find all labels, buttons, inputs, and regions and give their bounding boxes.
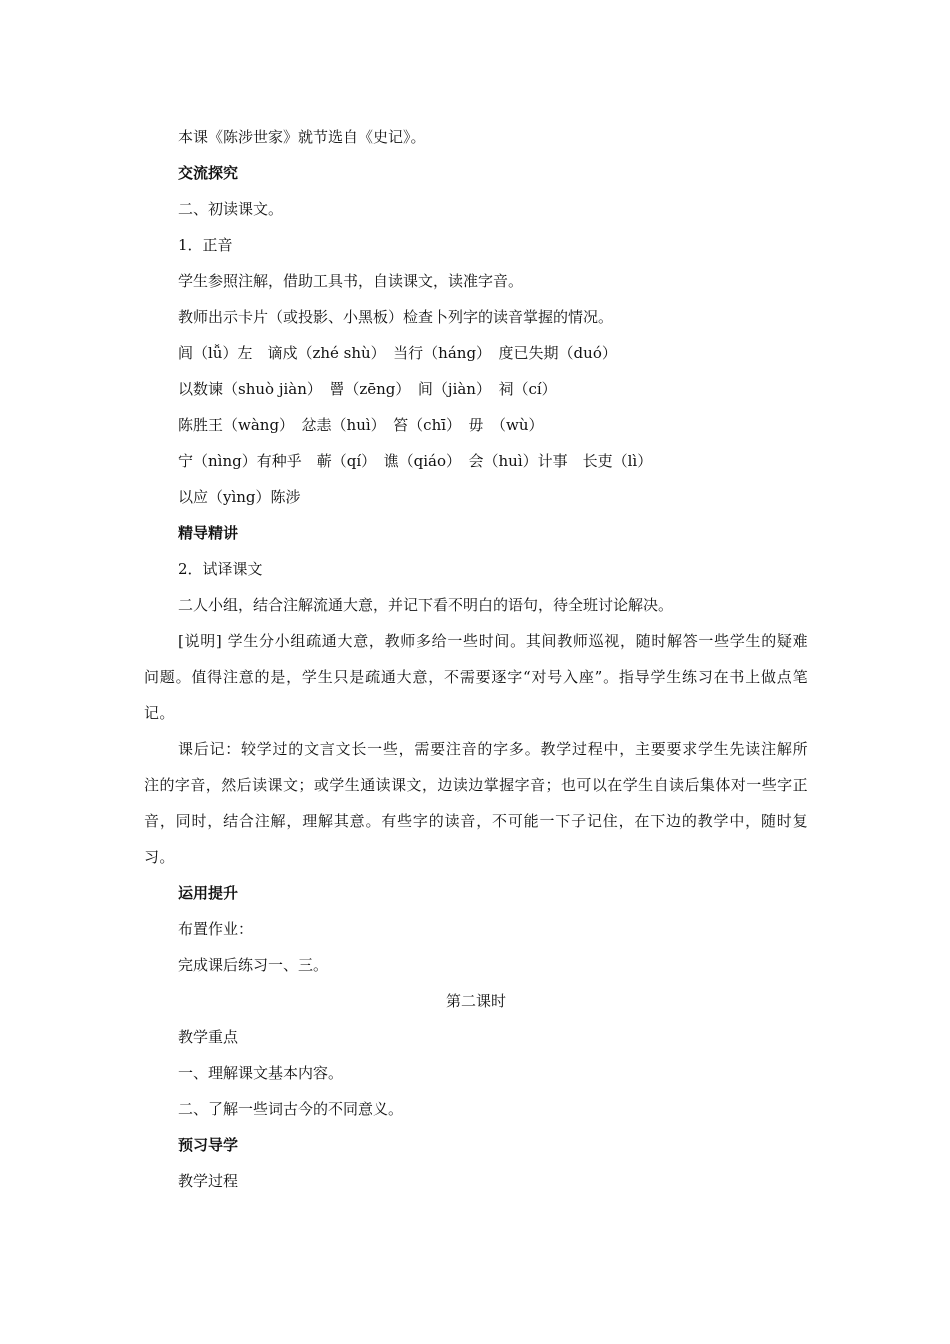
teaching-process-label: 教学过程: [178, 1172, 239, 1190]
pronunciation-line: 以数谏（shuò jiàn） 罾（zēng） 间（jiàn） 祠（cí）: [178, 380, 557, 398]
after-class-note-paragraph: 课后记：较学过的文言文长一些，需要注音的字多。教学过程中，主要要求学生先读注解所注的字音，然后读课文；或学生通读课文，边读边掌握字音；也可以在学生自读后集体对一些字正音，同时，结合注解，理解其意。有些字的读音，不可能一下子记住，在下边的教学中，随时复习。: [144, 740, 808, 866]
lesson-title: 第二课时: [445, 992, 506, 1010]
document-body: [144, 119, 808, 1199]
pronunciation-line: 闾（lǚ）左 谪戍（zhé shù） 当行（háng） 度已失期（duó）: [178, 344, 617, 362]
focus-item: 二、了解一些词古今的不同意义。: [178, 1100, 404, 1118]
teaching-focus-label: 教学重点: [178, 1028, 239, 1046]
intro-line: 本课《陈涉世家》就节选自《史记》。: [178, 128, 426, 146]
pronunciation-line: 以应（yìng）陈涉: [178, 488, 301, 506]
focus-item: 一、理解课文基本内容。: [178, 1064, 344, 1082]
explanation-paragraph: [说明] 学生分小组疏通大意，教师多给一些时间。其间教师巡视，随时解答一些学生的疑难问题。值得注意的是，学生只是疏通大意，不需要逐字“对号入座”。指导学生练习在书上做点笔记。: [144, 632, 808, 722]
section-heading-jingdao: 精导精讲: [178, 524, 239, 542]
subheading-zhengyin: 1．正音: [178, 236, 233, 254]
pronunciation-line: 宁（nìng）有种乎 蕲（qí） 谯（qiáo） 会（huì）计事 长吏（lì）: [178, 452, 653, 470]
section-heading-yunyong: 运用提升: [178, 884, 239, 902]
pronunciation-line: 陈胜王（wàng） 忿恚（huì） 笞（chī） 毋 （wù）: [178, 416, 544, 434]
section-heading-yuxi: 预习导学: [178, 1136, 239, 1154]
homework-label: 布置作业：: [178, 920, 254, 938]
section-heading-jiaoliu: 交流探究: [178, 164, 239, 182]
subheading-shiyi: 2．试译课文: [178, 560, 263, 578]
step-heading: 二、初读课文。: [178, 200, 284, 218]
text-line: 学生参照注解，借助工具书，自读课文，读准字音。: [178, 272, 524, 290]
text-line: 二人小组，结合注解流通大意，并记下看不明白的语句，待全班讨论解决。: [178, 596, 674, 614]
text-line: 教师出示卡片（或投影、小黑板）检查卜列字的读音掌握的情况。: [178, 308, 614, 326]
homework-text: 完成课后练习一、三。: [178, 956, 329, 974]
